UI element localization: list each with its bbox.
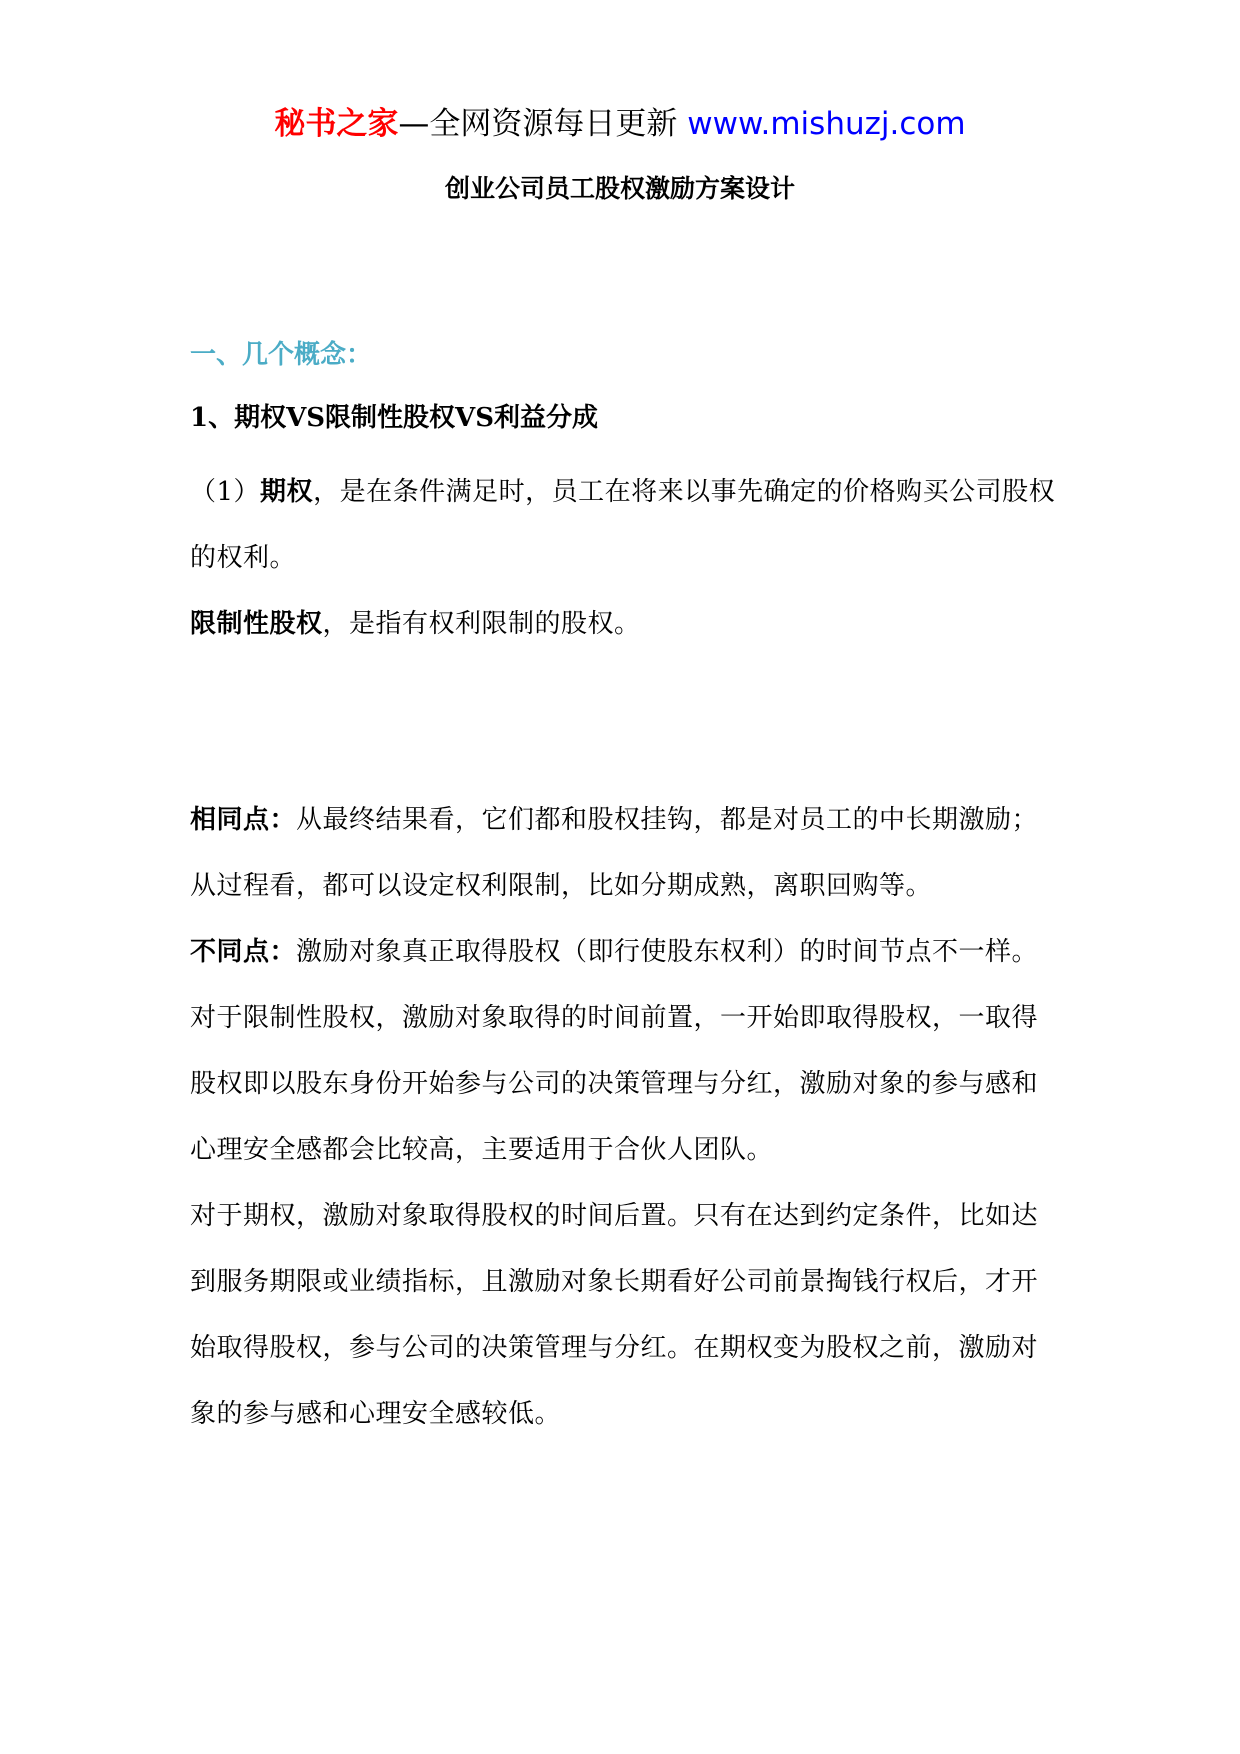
paragraph-text: ，是在条件满足时，员工在将来以事先确定的价格购买公司股权的权利。 <box>190 477 1056 573</box>
document-body <box>190 336 1060 1447</box>
paragraph-restricted-equity-detail: 对于限制性股权，激励对象取得的时间前置，一开始即取得股权，一取得股权即以股东身份开始参与公司的决策管理与分红，激励对象的参与感和心理安全感都会比较高，主要适用于合伙人团队。 <box>190 1003 1039 1165</box>
section-heading: 一、几个概念： <box>190 340 373 370</box>
subheading: 1、期权VS限制性股权VS利益分成 <box>190 403 598 433</box>
term-option: 期权 <box>260 477 314 507</box>
term-similarities: 相同点： <box>190 805 297 835</box>
paragraph-option-definition <box>190 459 1060 591</box>
paragraph-text: 激励对象真正取得股权（即行使股东权利）的时间节点不一样。 <box>296 937 1039 967</box>
term-restricted-equity: 限制性股权 <box>190 609 323 639</box>
brand-name: 秘书之家 <box>274 106 399 142</box>
paragraph-similarities <box>190 787 1060 919</box>
paragraph-restricted-equity-definition <box>190 591 1060 657</box>
paragraph-text: ，是指有权利限制的股权。 <box>322 609 641 639</box>
site-header <box>0 102 1240 146</box>
document-title: 创业公司员工股权激励方案设计 <box>444 174 795 203</box>
spacer <box>190 657 1060 787</box>
header-slogan: —全网资源每日更新 <box>398 106 678 142</box>
paragraph-prefix: （1） <box>190 477 261 507</box>
term-differences: 不同点： <box>190 937 297 967</box>
site-url-link[interactable]: www.mishuzj.com <box>687 106 966 142</box>
paragraph-option-detail: 对于期权，激励对象取得股权的时间后置。只有在达到约定条件，比如达到服务期限或业绩指标，且激励对象长期看好公司前景掏钱行权后，才开始取得股权，参与公司的决策管理与分红。在期权变为股权之前，激励对象的参与感和心理安全感较低。 <box>190 1201 1039 1429</box>
paragraph-differences <box>190 919 1060 985</box>
paragraph-text: 从最终结果看，它们都和股权挂钩，都是对员工的中长期激励；从过程看，都可以设定权利限制，比如分期成熟，离职回购等。 <box>190 805 1039 901</box>
